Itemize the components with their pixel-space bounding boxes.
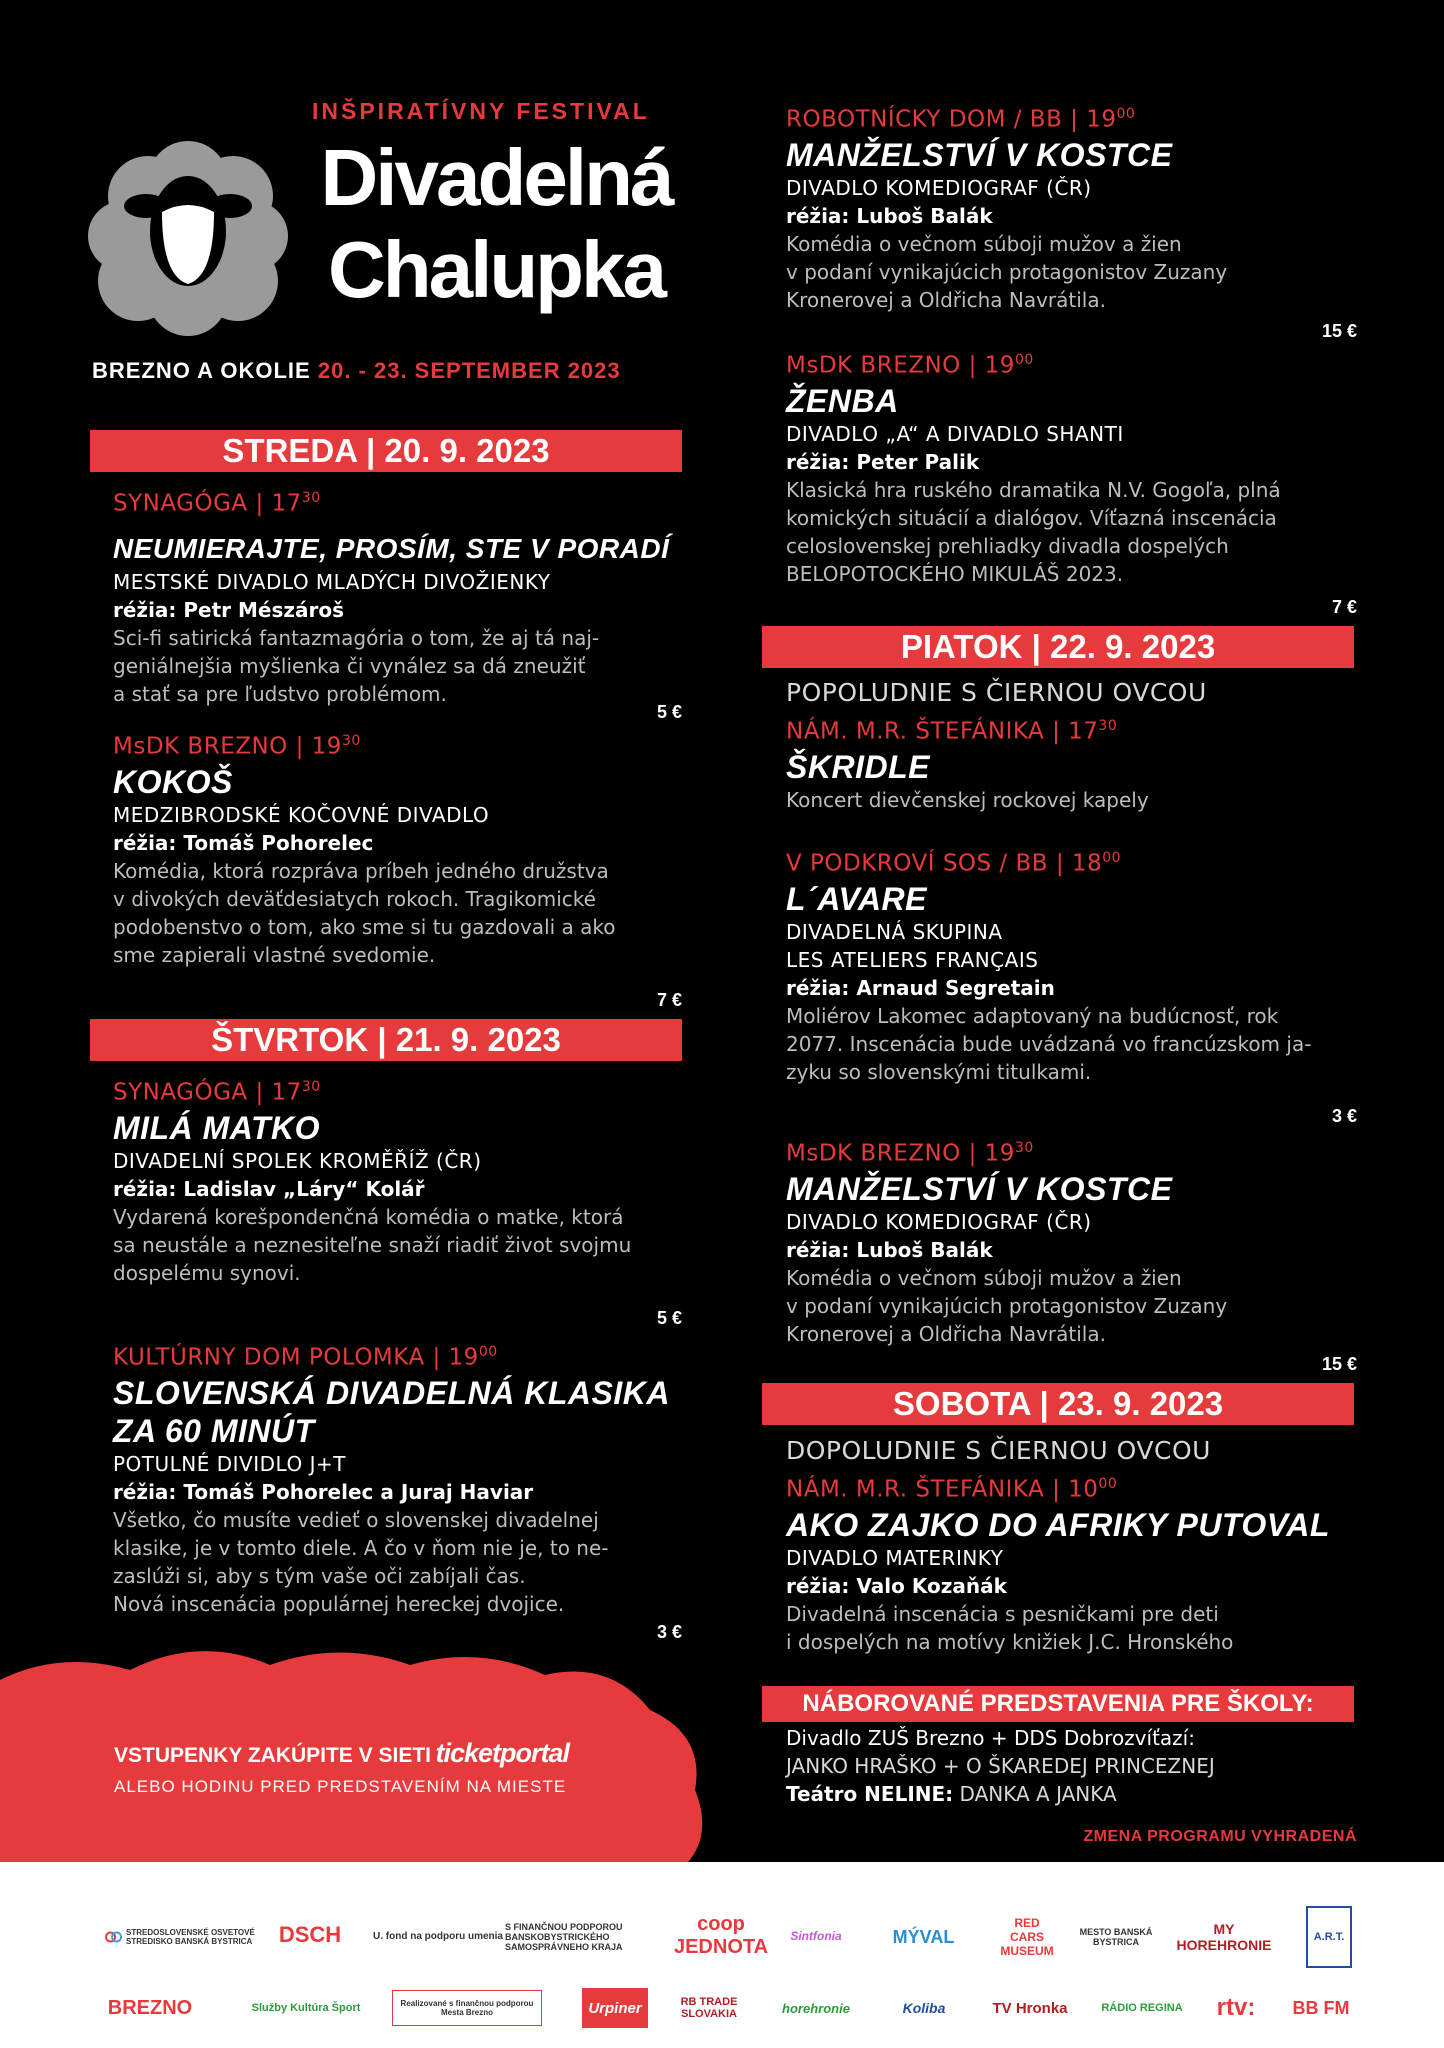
event-company: DIVADLO KOMEDIOGRAF (ČR): [786, 1209, 1092, 1234]
event-venue: NÁM. M.R. ŠTEFÁNIKA | $17^{30}$: [786, 718, 1118, 745]
event-5: [786, 98, 1366, 314]
bbfm-logo: BB FM: [1292, 1997, 1350, 2018]
event-6: [786, 344, 1366, 588]
festival-dates: [92, 358, 621, 384]
date-range: 20. - 23. SEPTEMBER 2023: [317, 358, 621, 383]
event-description: Klasická hra ruského dramatika N.V. Gogoľa, plná komických situácií a dialógov. Víťazná inscenácia celoslovenskej prehliadky divadla dospelých BELOPOTOCKÉHO MIKULÁŠ 2023.: [786, 477, 1281, 586]
event-price: 3 €: [1331, 1106, 1357, 1126]
event-series: POPOLUDNIE S ČIERNOU OVCOU: [786, 678, 1207, 707]
event-company: DIVADLO „A“ A DIVADLO SHANTI: [786, 421, 1124, 446]
radio-regina-logo: RÁDIO REGINA: [1101, 2002, 1183, 2014]
event-director: réžia: Arnaud Segretain: [786, 975, 1055, 1000]
event-3: [113, 1071, 683, 1287]
schools-list: [786, 1724, 1366, 1808]
koliba-logo: Koliba: [902, 2000, 946, 2016]
event-description: Koncert dievčenskej rockovej kapely: [786, 787, 1149, 812]
fpu-logo: U. fond na podporu umenia: [373, 1930, 503, 1942]
event-title: L´AVARE: [786, 880, 927, 917]
bbsk-logo: S FINANČNOU PODPOROU BANSKOBYSTRICKÉHO SAMOSPRÁVNEHO KRAJA: [505, 1922, 623, 1952]
ticket-line-2: ALEBO HODINU PRED PREDSTAVENÍM NA MIESTE: [114, 1777, 567, 1796]
event-venue: KULTÚRNY DOM POLOMKA | $19^{00}$: [113, 1344, 498, 1371]
day-wednesday: STREDA | 20. 9. 2023: [90, 430, 682, 472]
event-company: POTULNÉ DIVIDLO J+T: [113, 1451, 346, 1476]
title-line-2: Chalupka: [327, 225, 665, 314]
event-description: Vydarená korešpondenčná komédia o matke, ktorá sa neustále a neznesiteľne snaží riadiť život svojmu dospelému synovi.: [113, 1204, 632, 1285]
schools-line-3: Teátro NELINE: DANKA A JANKA: [786, 1782, 1117, 1806]
event-title: MILÁ MATKO: [113, 1109, 321, 1146]
event-director: réžia: Luboš Balák: [786, 1237, 993, 1262]
event-9: [786, 1132, 1366, 1348]
event-venue: SYNAGÓGA | $17^{30}$: [113, 490, 321, 517]
event-price: 15 €: [1321, 1354, 1357, 1374]
event-description: Komédia, ktorá rozpráva príbeh jedného družstva v divokých deväťdesiatych rokoch. Tragikomické podobenstvo o tom, ako sme si tu gazdovali a ako sme zapierali vlastné svedomie.: [113, 858, 616, 967]
event-10: [786, 1434, 1366, 1656]
program-note: ZMENA PROGRAMU VYHRADENÁ: [1083, 1828, 1357, 1845]
art-logo: A.R.T.: [1306, 1906, 1352, 1968]
festival-subtitle: INŠPIRATÍVNY FESTIVAL: [312, 98, 650, 124]
event-price: 15 €: [1321, 321, 1357, 341]
event-director: réžia: Peter Palik: [786, 449, 980, 474]
event-venue: MsDK BREZNO | $19^{00}$: [786, 352, 1034, 379]
event-title-line-2: ZA 60 MINÚT: [113, 1412, 315, 1449]
sluzby-logo: Služby Kultúra Šport: [251, 2002, 361, 2014]
event-2: [113, 725, 683, 969]
tv-hronka-logo: TV Hronka: [992, 1999, 1068, 2017]
event-description: Komédia o večnom súboji mužov a žien v podaní vynikajúcich protagonistov Zuzany Kronerovej a Oldřicha Navrátila.: [786, 1265, 1228, 1346]
red-cars-logo: RED CARS MUSEUM: [1000, 1916, 1054, 1958]
sheep-logo-icon: [88, 136, 288, 336]
event-title: ŽENBA: [786, 382, 899, 419]
rb-trade-logo: RB TRADE SLOVAKIA: [680, 1996, 738, 2020]
event-director: réžia: Tomáš Pohorelec: [113, 830, 374, 855]
event-title: MANŽELSTVÍ V KOSTCE: [786, 1170, 1173, 1207]
sos-logo: STREDOSLOVENSKÉ OSVETOVÉ STREDISKO BANSKÁ BYSTRICA: [105, 1912, 255, 1962]
event-title-line-1: SLOVENSKÁ DIVADELNÁ KLASIKA: [113, 1374, 670, 1411]
schools-line-1: Divadlo ZUŠ Brezno + DDS Dobrozvíťazí:: [786, 1726, 1195, 1750]
event-director: réžia: Tomáš Pohorelec a Juraj Haviar: [113, 1479, 534, 1504]
event-venue: MsDK BREZNO | $19^{30}$: [113, 733, 361, 760]
left-column: [0, 0, 720, 1870]
event-description: Moliérov Lakomec adaptovaný na budúcnosť, rok 2077. Inscenácia bude uvádzaná vo francúzskom ja- zyku so slovenskými titulkami.: [786, 1003, 1312, 1084]
sintfonia-logo: Sintfonia: [790, 1929, 842, 1943]
dsch-logo: DSCH: [278, 1922, 342, 1947]
event-price: 5 €: [656, 702, 682, 722]
event-8: [786, 842, 1366, 1086]
event-title: ŠKRIDLE: [786, 748, 930, 785]
event-price: 7 €: [1331, 597, 1357, 617]
event-description: Komédia o večnom súboji mužov a žien v podaní vynikajúcich protagonistov Zuzany Kronerovej a Oldřicha Navrátila.: [786, 231, 1228, 312]
event-company-line-1: DIVADELNÁ SKUPINA: [786, 919, 1003, 944]
event-venue: ROBOTNÍCKY DOM / BB | $19^{00}$: [786, 106, 1136, 133]
brezno-logo: BREZNO: [107, 1996, 193, 2019]
schools-band: NÁBOROVANÉ PREDSTAVENIA PRE ŠKOLY:: [762, 1686, 1354, 1722]
event-director: réžia: Petr Mészároš: [113, 597, 345, 622]
event-title: KOKOŠ: [113, 763, 233, 800]
place: BREZNO A OKOLIE: [92, 358, 311, 383]
event-company: MESTSKÉ DIVADLO MLADÝCH DIVOŽIENKY: [113, 569, 551, 594]
event-company: MEDZIBRODSKÉ KOČOVNÉ DIVADLO: [113, 802, 490, 827]
myhorehronie-logo: MY HOREHRONIE: [1176, 1921, 1272, 1953]
event-venue: NÁM. M.R. ŠTEFÁNIKA | $10^{00}$: [786, 1476, 1118, 1503]
event-description: Všetko, čo musíte vedieť o slovenskej divadelnej klasike, je v tomto diele. A čo v ňom nie je, to ne- zaslúži si, aby s tým vaše oči zabíjali čas. Nová inscenácia populárnej hereckej dvojice.: [113, 1507, 609, 1616]
event-price: 7 €: [656, 990, 682, 1010]
event-director: réžia: Valo Kozaňák: [786, 1573, 1007, 1598]
festival-title: [310, 132, 682, 316]
bb-city-logo: MESTO BANSKÁ BYSTRICA: [1079, 1927, 1153, 1947]
day-saturday: SOBOTA | 23. 9. 2023: [762, 1383, 1354, 1425]
event-description: Sci-fi satirická fantazmagória o tom, že aj tá naj- geniálnejšia myšlienka či vynález sa dá zneužiť a stať sa pre ľudstvo problémom.: [113, 625, 600, 706]
event-venue: V PODKROVÍ SOS / BB | $18^{00}$: [786, 850, 1122, 877]
event-series: DOPOLUDNIE S ČIERNOU OVCOU: [786, 1436, 1211, 1465]
ticket-line-1: VSTUPENKY ZAKÚPITE V SIETI: [114, 1744, 431, 1767]
event-title: AKO ZAJKO DO AFRIKY PUTOVAL: [786, 1506, 1330, 1543]
event-venue: SYNAGÓGA | $17^{30}$: [113, 1079, 321, 1106]
event-7: [786, 676, 1366, 814]
rtv-logo: rtv:: [1216, 1994, 1256, 2021]
ticketportal-logo[interactable]: ticketportal: [435, 1738, 569, 1768]
event-venue: MsDK BREZNO | $19^{30}$: [786, 1140, 1034, 1167]
brezno-support-logo: Realizované s finančnou podporou Mesta Brezno: [392, 1990, 542, 2026]
event-price: 5 €: [656, 1308, 682, 1328]
event-description: Divadelná inscenácia s pesničkami pre deti i dospelých na motívy knižiek J.C. Hronského: [786, 1601, 1234, 1654]
event-company-line-2: LES ATELIERS FRANÇAIS: [786, 947, 1039, 972]
myval-logo: MÝVAL: [892, 1926, 955, 1947]
event-director: réžia: Ladislav „Láry“ Kolář: [113, 1176, 425, 1201]
event-price: 3 €: [656, 1622, 682, 1642]
day-friday: PIATOK | 22. 9. 2023: [762, 626, 1354, 668]
event-director: réžia: Luboš Balák: [786, 203, 993, 228]
urpiner-logo: Urpiner: [582, 1988, 648, 2028]
event-company: DIVADLO MATERINKY: [786, 1545, 1004, 1570]
sos-icon: [105, 1920, 122, 1954]
event-title: NEUMIERAJTE, PROSÍM, STE V PORADÍ: [113, 532, 670, 564]
event-4: [113, 1336, 703, 1618]
title-line-1: Divadelná: [320, 133, 672, 222]
sponsor-footer: [0, 1862, 1444, 2048]
day-thursday: ŠTVRTOK | 21. 9. 2023: [90, 1019, 682, 1061]
right-column: [762, 0, 1362, 1870]
schools-line-2: JANKO HRAŠKO + O ŠKAREDEJ PRINCEZNEJ: [786, 1754, 1215, 1778]
event-title: MANŽELSTVÍ V KOSTCE: [786, 136, 1173, 173]
event-1: [113, 482, 683, 708]
ticket-info: [114, 1738, 569, 1797]
coop-logo: coop JEDNOTA: [673, 1913, 769, 1958]
horehronie-logo: horehronie: [782, 2000, 850, 2016]
event-company: DIVADLO KOMEDIOGRAF (ČR): [786, 175, 1092, 200]
event-company: DIVADELNÍ SPOLEK KROMĚŘÍŽ (ČR): [113, 1148, 482, 1173]
